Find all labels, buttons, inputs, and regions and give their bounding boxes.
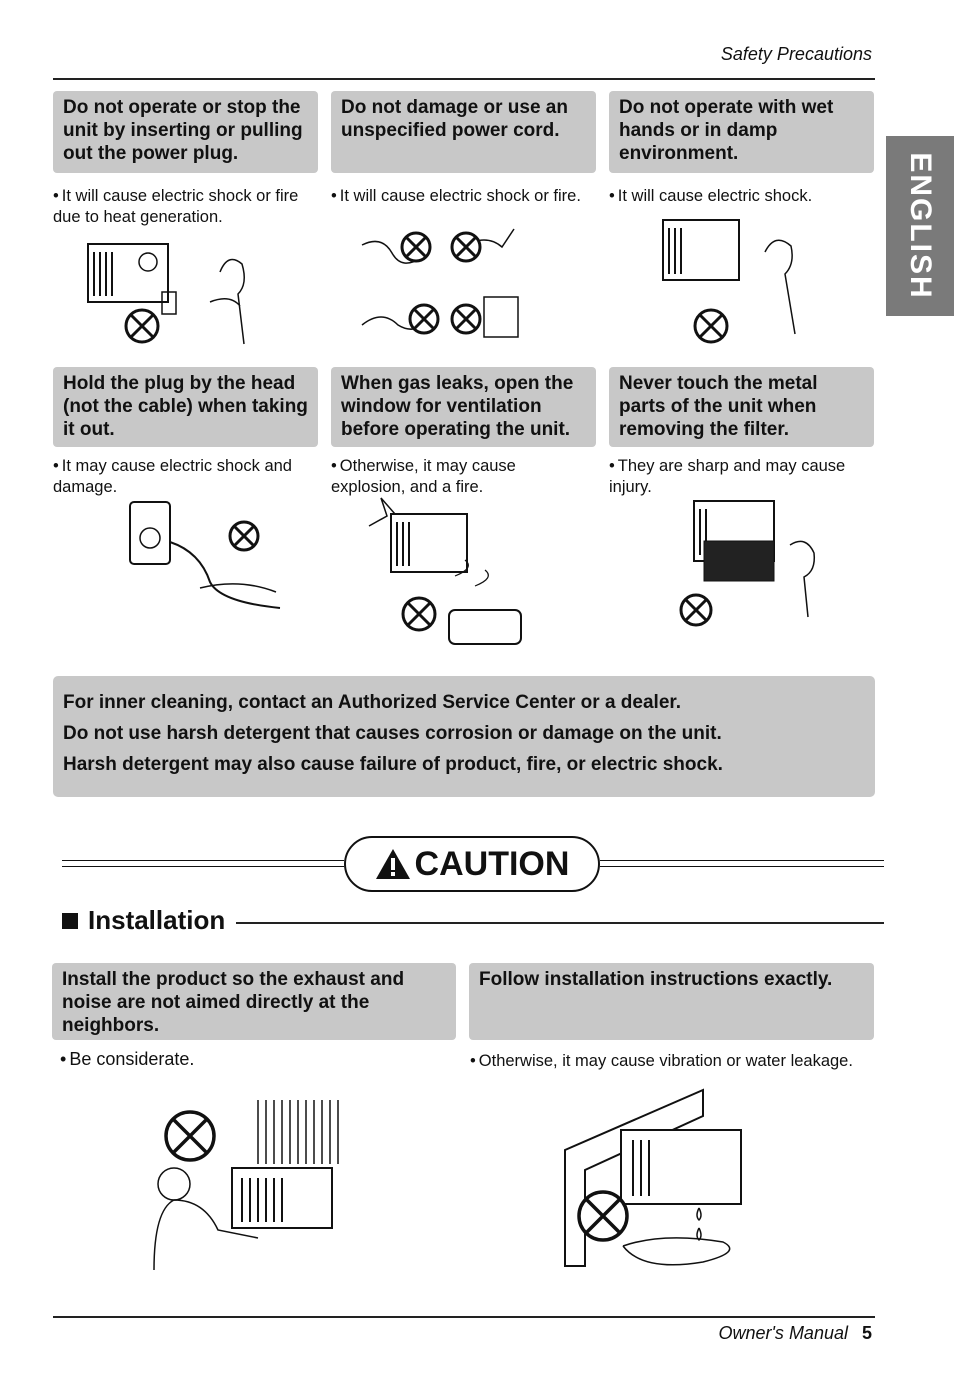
bullet-plug: • It will cause electric shock or fire due to heat generation. [53,187,299,226]
illustration-plug-pull [80,232,270,362]
prohibited-icon [166,1112,214,1160]
cleaning-notice-box [53,676,875,797]
prohibited-icon [681,595,711,625]
prohibited-icon [403,598,435,630]
bullet-instructions: • Otherwise, it may cause vibration or water leakage. [470,1052,853,1070]
warning-box-plug: Do not operate or stop the unit by inserting or pulling out the power plug. [53,91,318,173]
bullet-instructions-text: Otherwise, it may cause vibration or water leakage. [478,1052,853,1070]
warning-box-hold-plug: Hold the plug by the head (not the cable) when taking it out. [53,367,318,447]
bullet-wet-hands-text: It will cause electric shock. [617,187,813,205]
warning-box-metal-parts: Never touch the metal parts of the unit when removing the filter. [609,367,874,447]
prohibited-icon [452,305,480,333]
footer [718,1323,872,1344]
illustration-metal-parts [670,495,830,630]
warning-triangle-icon [375,848,411,880]
bullet-metal-parts-text: They are sharp and may cause injury. [609,457,846,496]
caution-label: CAUTION [414,844,570,883]
language-tab [886,136,954,316]
prohibited-icon [126,310,158,342]
prohibited-icon [452,233,480,261]
bullet-cord: • It will cause electric shock or fire. [331,187,581,205]
section-heading-text: Installation [88,905,226,935]
header-rule [53,78,875,80]
bullet-metal-parts: • They are sharp and may cause injury. [609,457,846,496]
bullet-cord-text: It will cause electric shock or fire. [339,187,581,205]
illustration-neighbors [148,1094,348,1274]
caution-box-instructions: Follow installation instructions exactly. [469,963,874,1040]
bullet-hold-plug-text: It may cause electric shock and damage. [53,457,292,496]
running-header: Safety Precautions [720,44,872,64]
bullet-gas-leak: • Otherwise, it may cause explosion, and a fire. [331,457,516,496]
caution-banner [344,836,600,892]
language-tab-label: ENGLISH [904,152,937,300]
prohibited-icon [410,305,438,333]
notice-line: For inner cleaning, contact an Authorized Service Center or a dealer. [63,692,682,713]
bullet-neighbors: • Be considerate. [60,1049,195,1069]
prohibited-icon [230,522,258,550]
prohibited-icon [695,310,727,342]
bullet-plug-text: It will cause electric shock or fire due to heat generation. [53,187,299,226]
notice-line: Harsh detergent may also cause failure of product, fire, or electric shock. [63,754,723,775]
footer-rule [53,1316,875,1318]
notice-line: Do not use harsh detergent that causes corrosion or damage on the unit. [63,723,722,744]
illustration-wet-hands [655,212,825,352]
warning-box-wet-hands: Do not operate with wet hands or in damp environment. [609,91,874,173]
illustration-gas-leak [365,496,535,661]
illustration-water-leakage [563,1086,773,1281]
section-rule [236,922,884,924]
caution-rule-left [62,860,344,867]
section-heading-installation [62,905,225,936]
caution-box-neighbors: Install the product so the exhaust and noise are not aimed directly at the neighbors. [52,963,456,1040]
bullet-gas-leak-text: Otherwise, it may cause explosion, and a fire. [331,457,516,496]
bullet-hold-plug: • It may cause electric shock and damage. [53,457,292,496]
warning-box-cord: Do not damage or use an unspecified power cord. [331,91,596,173]
illustration-cord-damage [358,225,528,345]
warning-box-gas-leak: When gas leaks, open the window for ventilation before operating the unit. [331,367,596,447]
page-number: 5 [861,1323,872,1343]
bullet-neighbors-text: Be considerate. [69,1049,195,1069]
illustration-hold-plug [100,488,290,618]
bullet-wet-hands: • It will cause electric shock. [609,187,813,205]
footer-label: Owner's Manual [718,1323,848,1343]
square-bullet-icon [62,913,78,929]
prohibited-icon [402,233,430,261]
caution-rule-right [600,860,884,867]
prohibited-icon [579,1192,627,1240]
